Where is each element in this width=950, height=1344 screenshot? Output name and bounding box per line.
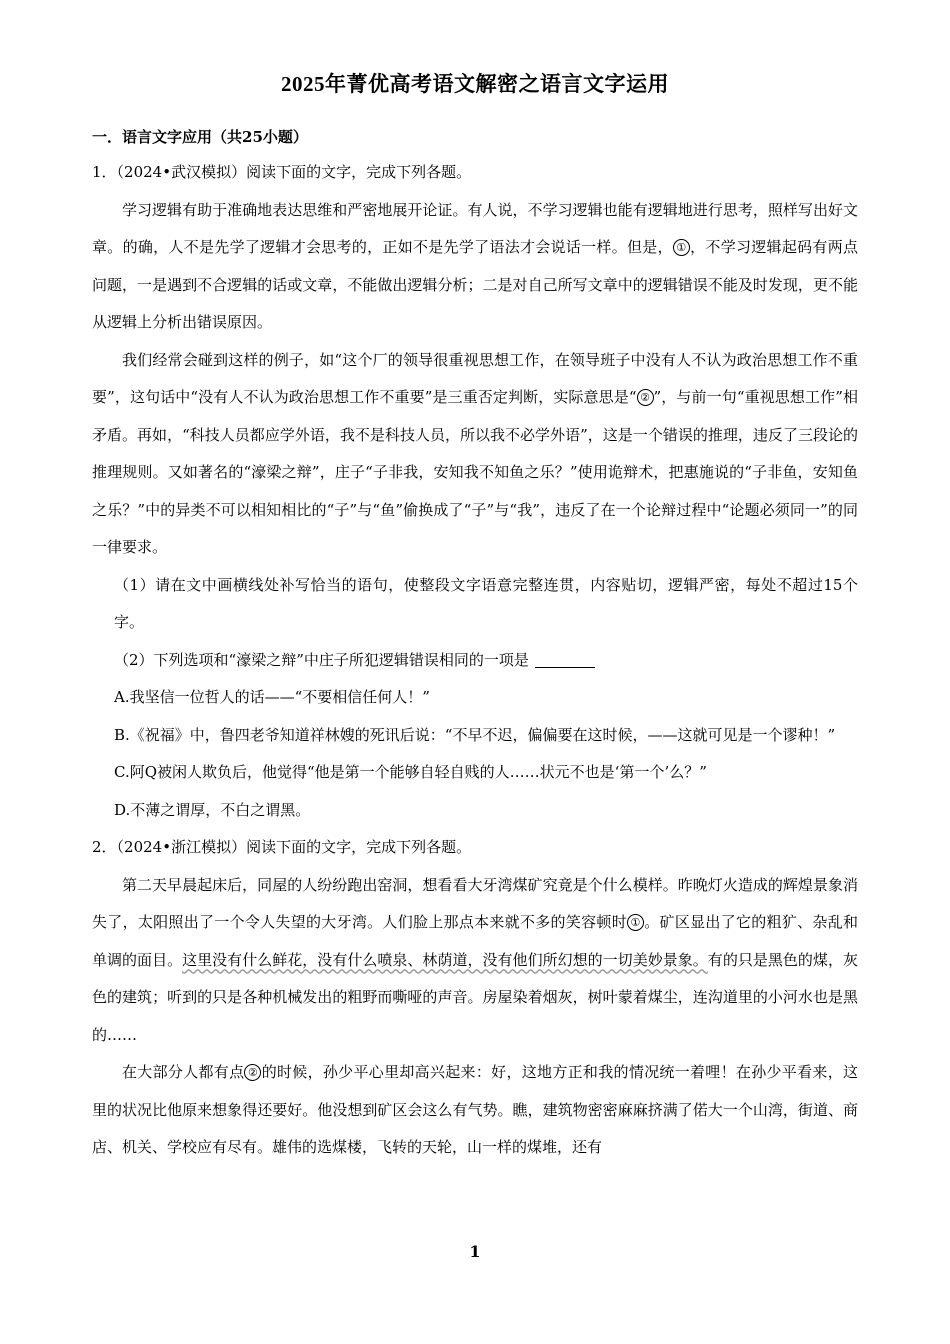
question-2 xyxy=(92,829,858,1167)
passage-text: 我们经常会碰到这样的例子，如“这个厂的领导很重视思想工作，在领导班子中没有人不认为政治思想工作不重要”，这句话中“没有人不认为政治思想工作不重要”是三重否定判断，实际意思是“ xyxy=(92,350,858,406)
circled-number-2: ② xyxy=(637,389,654,406)
page-number: 1 xyxy=(469,1242,481,1261)
wavy-underlined-sentence: 这里没有什么鲜花，没有什么喷泉、林荫道，没有他们所幻想的一切美妙景象。 xyxy=(182,950,708,969)
page-title: 2025年菁优高考语文解密之语言文字运用 xyxy=(281,72,669,96)
option-a: A.我坚信一位哲人的话——“不要相信任何人！” xyxy=(114,688,430,706)
answer-blank[interactable] xyxy=(535,652,595,668)
circled-number-1: ① xyxy=(673,239,690,256)
sub-question-1: （1）请在文中画横线处补写恰当的语句，使整段文字语意完整连贯，内容贴切，逻辑严密，每处不超过15个字。 xyxy=(114,575,858,631)
question-1-header: 1．（2024•武汉模拟）阅读下面的文字，完成下列各题。 xyxy=(92,163,472,181)
blank-marker-2 xyxy=(244,1063,261,1081)
passage-text: 。矿区显出了它的粗犷、杂乱和单调的面目。 xyxy=(92,913,858,969)
question-2-paragraph-1 xyxy=(92,867,858,1055)
question-2-paragraph-2 xyxy=(92,1054,858,1167)
option-b: B.《祝福》中，鲁四老爷知道祥林嫂的死讯后说：“不早不迟，偏偏要在这时候，——这就可见是一个谬种！” xyxy=(114,725,836,744)
circled-number-1: ① xyxy=(627,914,644,931)
blank-marker-1 xyxy=(673,238,690,256)
blank-marker-2 xyxy=(637,388,654,406)
sub-question-2-text: （2）下列选项和“濠梁之辩”中庄子所犯逻辑错误相同的一项是 xyxy=(114,650,529,669)
blank-marker-1 xyxy=(627,913,644,931)
option-d: D.不薄之谓厚，不白之谓黑。 xyxy=(114,800,311,819)
passage-text: 学习逻辑有助于准确地表达思维和严密地展开论证。有人说，不学习逻辑也能有逻辑地进行思考，照样写出好文章。的确，人不是先学了逻辑才会思考的，正如不是先学了语法才会说话一样。但是， xyxy=(92,200,858,256)
passage-text: 有的只是黑色的煤，灰色的建筑；听到的只是各种机械发出的粗野而嘶哑的声音。房屋染着烟灰，树叶蒙着煤尘，连沟道里的小河水也是黑的…… xyxy=(92,950,858,1044)
passage-text: ，不学习逻辑起码有两点问题，一是遇到不合逻辑的话或文章，不能做出逻辑分析；二是对自己所写文章中的逻辑错误不能及时发现，更不能从逻辑上分析出错误原因。 xyxy=(92,238,858,331)
circled-number-2: ② xyxy=(244,1064,261,1081)
passage-text: ”，与前一句“重视思想工作”相矛盾。再如，“科技人员都应学外语，我不是科技人员，所以我不必学外语”，这是一个错误的推理，违反了三段论的推理规则。又如著名的“濠梁之辩”，庄子“子非我，安知我不知鱼之乐？”使用诡辩术，把惠施说的“子非鱼，安知鱼之乐？”中的异类不可以相知相比的“子”与“鱼”偷换成了“子”与“我”，违反了在一个论辩过程中“论题必须同一”的同一律要求。 xyxy=(92,388,858,556)
passage-text: 在大部分人都有点 xyxy=(122,1063,245,1081)
passage-text: 的时候，孙少平心里却高兴起来：好，这地方正和我的情况统一着哩！在孙少平看来，这里的状况比他原来想象得还要好。他没想到矿区会这么有气势。瞧，建筑物密密麻麻挤满了偌大一个山湾，街道、商店、机关、学校应有尽有。雄伟的选煤楼，飞转的天轮，山一样的煤堆，还有 xyxy=(92,1063,858,1156)
section-heading: 一．语言文字应用（共25小题） xyxy=(92,128,308,146)
sub-question-2 xyxy=(92,642,858,680)
question-2-header: 2．（2024•浙江模拟）阅读下面的文字，完成下列各题。 xyxy=(92,838,472,856)
question-1 xyxy=(92,154,858,829)
option-c: C.阿Q被闲人欺负后，他觉得“他是第一个能够自轻自贱的人……状元不也是‘第一个’么？” xyxy=(114,763,707,781)
passage-text: 第二天早晨起床后，同屋的人纷纷跑出窑洞，想看看大牙湾煤矿究竟是个什么模样。昨晚灯火造成的辉煌景象消失了，太阳照出了一个令人失望的大牙湾。人们脸上那点本来就不多的笑容顿时 xyxy=(92,875,858,931)
question-1-paragraph-2 xyxy=(92,342,858,567)
question-1-paragraph-1 xyxy=(92,192,858,342)
